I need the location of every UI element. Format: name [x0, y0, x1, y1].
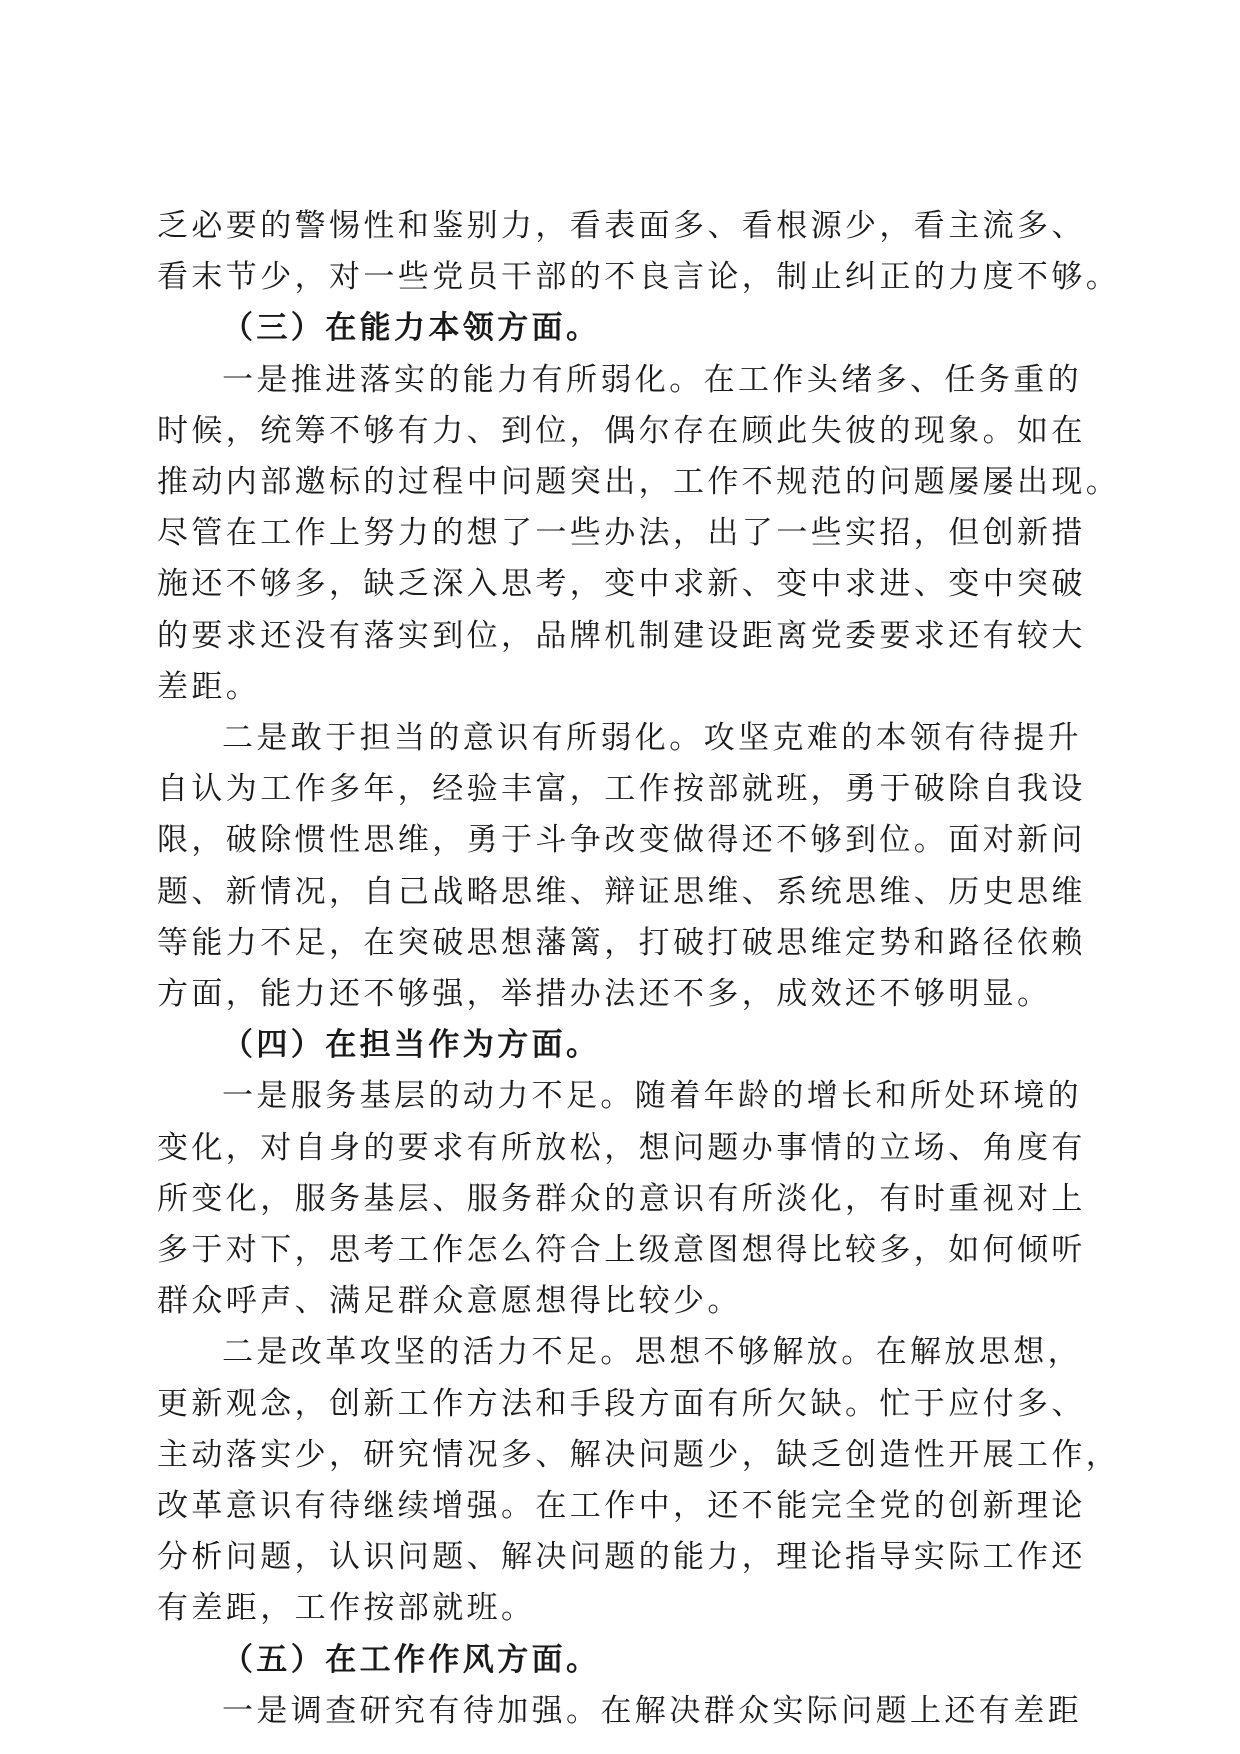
text-line: 有差距，工作按部就班。 [157, 1590, 536, 1626]
section-heading: （五）在工作作风方面。 [222, 1642, 601, 1678]
text-line: 推动内部邀标的过程中问题突出，工作不规范的问题屡屡出现。 [157, 464, 1121, 500]
text-line: 的要求还没有落实到位，品牌机制建设距离党委要求还有较大 [157, 618, 1086, 654]
text-line: 多于对下，思考工作怎么符合上级意图想得比较多，如何倾听 [157, 1232, 1086, 1268]
section-heading: （四）在担当作为方面。 [222, 1027, 601, 1063]
text-line: 二是敢于担当的意识有所弱化。攻坚克难的本领有待提升 [222, 720, 1082, 756]
text-line: 变化，对自身的要求有所放松，想问题办事情的立场、角度有 [157, 1130, 1086, 1166]
section-heading: （三）在能力本领方面。 [222, 310, 601, 346]
text-line: 一是服务基层的动力不足。随着年龄的增长和所处环境的 [222, 1078, 1082, 1114]
text-line: 尽管在工作上努力的想了一些办法，出了一些实招，但创新措 [157, 515, 1086, 551]
text-line: 差距。 [157, 669, 261, 705]
text-line: 一是调查研究有待加强。在解决群众实际问题上还有差距 [222, 1693, 1082, 1729]
text-line: 题、新情况，自己战略思维、辩证思维、系统思维、历史思维 [157, 874, 1086, 910]
text-line: 自认为工作多年，经验丰富，工作按部就班，勇于破除自我设 [157, 771, 1086, 807]
text-line: 乏必要的警惕性和鉴别力，看表面多、看根源少，看主流多、 [157, 208, 1086, 244]
text-line: 限，破除惯性思维，勇于斗争改变做得还不够到位。面对新问 [157, 822, 1086, 858]
text-line: 更新观念，创新工作方法和手段方面有所欠缺。忙于应付多、 [157, 1386, 1086, 1422]
text-line: 所变化，服务基层、服务群众的意识有所淡化，有时重视对上 [157, 1181, 1086, 1217]
text-line: 看末节少，对一些党员干部的不良言论，制止纠正的力度不够。 [157, 259, 1121, 295]
text-line: 二是改革攻坚的活力不足。思想不够解放。在解放思想， [222, 1334, 1082, 1370]
text-line: 方面，能力还不够强，举措办法还不多，成效还不够明显。 [157, 976, 1052, 1012]
text-line: 等能力不足，在突破思想藩篱，打破打破思维定势和路径依赖 [157, 925, 1086, 961]
text-line: 群众呼声、满足群众意愿想得比较少。 [157, 1283, 742, 1319]
text-line: 施还不够多，缺乏深入思考，变中求新、变中求进、变中突破 [157, 566, 1086, 602]
text-line: 改革意识有待继续增强。在工作中，还不能完全党的创新理论 [157, 1488, 1086, 1524]
text-line: 分析问题，认识问题、解决问题的能力，理论指导实际工作还 [157, 1539, 1086, 1575]
text-line: 时候，统筹不够有力、到位，偶尔存在顾此失彼的现象。如在 [157, 413, 1086, 449]
text-line: 主动落实少，研究情况多、解决问题少，缺乏创造性开展工作， [157, 1437, 1121, 1473]
text-line: 一是推进落实的能力有所弱化。在工作头绪多、任务重的 [222, 362, 1082, 398]
